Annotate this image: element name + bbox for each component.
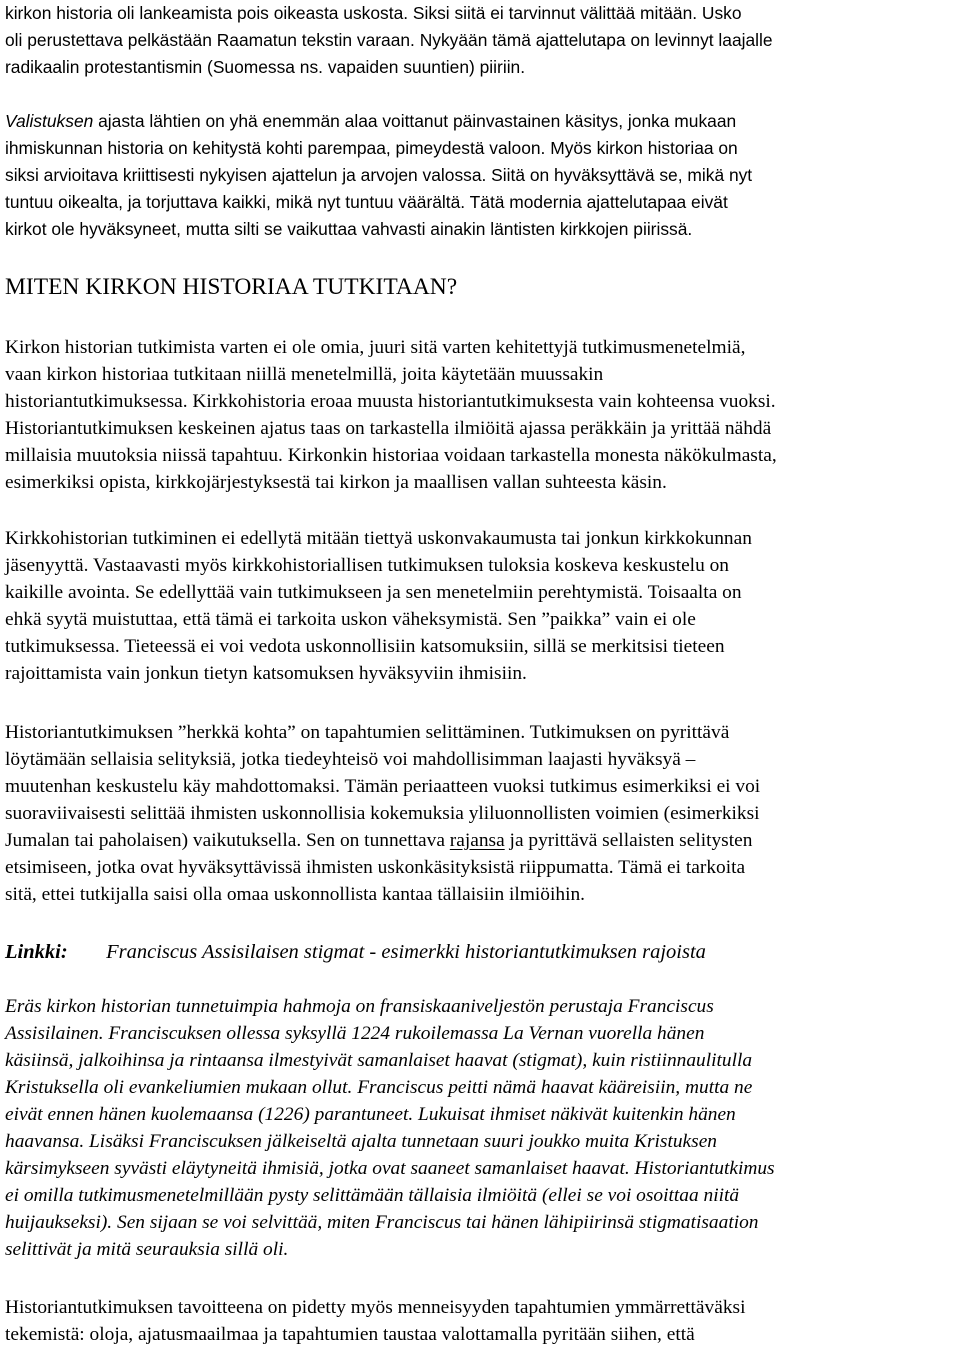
text-fragment: ja pyrittävä sellaisten selitysten — [504, 830, 753, 851]
text-line: eivät ennen hänen kuolemaansa (1226) parantuneet. Lukuisat ihmiset näkivät kuitenkin hänen — [5, 1104, 736, 1125]
text-line: kirkot ole hyväksyneet, mutta silti se vaikuttaa vahvasti ainakin läntisten kirkkojen piirissä. — [5, 219, 693, 239]
text-line: jäsenyyttä. Vastaavasti myös kirkkohistoriallisen tutkimuksen tuloksia koskeva keskustelu on — [5, 555, 730, 576]
text-line: Kirkon historian tutkimista varten ei ole omia, juuri sitä varten kehitettyjä tutkimusmenetelmiä, — [5, 337, 746, 358]
text-line — [5, 108, 960, 135]
text-line: löytämään sellaisia selityksiä, jotka tiedeyhteisö voi mahdollisimman laajasti hyväksyä – — [5, 749, 696, 770]
text-line: oli perustettava pelkästään Raamatun tekstin varaan. Nykyään tämä ajattelutapa on levinnyt laajalle — [5, 30, 773, 50]
text-line: huijaukseksi). Sen sijaan se voi selvittää, miten Franciscus tai hänen lähipiirinsä stigmatisaation — [5, 1212, 759, 1233]
text-line: ei omilla tutkimusmenetelmillään pysty selittämään tällaisia ilmiöitä (ellei se voi osoittaa niitä — [5, 1185, 740, 1206]
text-line: vaan kirkon historiaa tutkitaan niillä menetelmillä, joita käytetään muussakin — [5, 364, 604, 385]
text-line: tekemistä: oloja, ajatusmaailmaa ja tapahtumien taustaa valottamalla pyritään siihen, että — [5, 1324, 695, 1345]
text-line: ihmiskunnan historia on kehitystä kohti parempaa, pimeydestä valoon. Myös kirkon historiaa on — [5, 138, 738, 158]
text-line: sitä, ettei tutkijalla saisi olla omaa uskonnollista kantaa tällaisiin ilmiöihin. — [5, 884, 585, 905]
text-line — [5, 827, 960, 854]
paragraph-enlightenment — [5, 108, 960, 243]
text-line: Eräs kirkon historian tunnetuimpia hahmoja on fransiskaaniveljestön perustaja Franciscus — [5, 996, 714, 1017]
paragraph-franciscus-example — [5, 993, 960, 1263]
text-line: radikaalin protestantismin (Suomessa ns. vapaiden suuntien) piiriin. — [5, 57, 526, 77]
text-line: tuntuu oikealta, ja torjuttava kaikki, mikä nyt tuntuu väärältä. Tätä modernia ajattelutapaa eivät — [5, 192, 728, 212]
text-line: käsiinsä, jalkoihinsa ja rintaansa ilmestyivät samanlaiset haavat (stigmat), kuin ristiinnaulitulla — [5, 1050, 753, 1071]
text-line: Kirkkohistorian tutkiminen ei edellytä mitään tiettyä uskonvakaumusta tai jonkun kirkkokunnan — [5, 528, 752, 549]
text-line: ehkä syytä muistuttaa, että tämä ei tarkoita uskon väheksymistä. Sen ”paikka” vain ei ole — [5, 609, 696, 630]
link-row — [5, 938, 706, 966]
text-line: Assisilainen. Franciscuksen ollessa syksyllä 1224 rukoilemassa La Vernan vuorella hänen — [5, 1023, 705, 1044]
text-line: kaikille avointa. Se edellyttää vain tutkimukseen ja sen menetelmiin perehtymistä. Toisaalta on — [5, 582, 742, 603]
text-line: historiantutkimuksessa. Kirkkohistoria eroaa muusta historiantutkimuksesta vain kohteensa vuoksi. — [5, 391, 776, 412]
text-line: Historiantutkimuksen tavoitteena on pidetty myös menneisyyden tapahtumien ymmärrettäväksi — [5, 1297, 746, 1318]
stigmata-article-link[interactable]: Franciscus Assisilaisen stigmat - esimerkki historiantutkimuksen rajoista — [106, 941, 706, 963]
text-line: esimerkiksi opista, kirkkojärjestyksestä tai kirkon ja maallisen vallan suhteesta käsin. — [5, 472, 667, 493]
text-line: etsimiseen, jotka ovat hyväksyttävissä ihmisten uskonkäsityksistä riippumatta. Tämä ei tarkoita — [5, 857, 746, 878]
text-line: suoraviivaisesti selittää ihmisten uskonnollisia kokemuksia yliluonnollisten voimien (esimerkiksi — [5, 803, 760, 824]
text-line: siksi arvioitava kriittisesti nykyisen ajattelun ja arvojen valossa. Siitä on hyväksyttävä se, mikä nyt — [5, 165, 753, 185]
text-line: Historiantutkimuksen keskeinen ajatus taas on tarkastella ilmiöitä ajassa peräkkäin ja yrittää nähdä — [5, 418, 772, 439]
paragraph-explanation — [5, 719, 960, 908]
underlined-term: rajansa — [449, 830, 505, 851]
paragraph-neutrality — [5, 525, 960, 687]
text-line: rajoittamista vain jonkun tietyn katsomuksen hyväksyviin ihmisiin. — [5, 663, 527, 684]
paragraph-understanding — [5, 1294, 960, 1348]
text-line: millaisia muutoksia niissä tapahtuu. Kirkonkin historiaa voidaan tarkastella monesta näkökulmasta, — [5, 445, 777, 466]
text-line: Kristuksella oli evankeliumien mukaan ollut. Franciscus peitti nämä haavat kääreisiin, mutta ne — [5, 1077, 753, 1098]
section-heading: MITEN KIRKON HISTORIAA TUTKITAAN? — [5, 274, 458, 300]
text-line: muutenhan keskustelu käy mahdottomaksi. Tämän periaatteen vuoksi tutkimus esimerkiksi ei voi — [5, 776, 761, 797]
text-fragment: Jumalan tai paholaisen) vaikutuksella. Sen on tunnettava — [5, 830, 450, 851]
text-line: tutkimuksessa. Tieteessä ei voi vedota uskonnollisiin katsomuksiin, sillä se merkitsisi tieteen — [5, 636, 725, 657]
text-line: kärsimykseen syvästi eläytyneitä ihmisiä, jotka ovat saaneet samanlaiset haavat. Historiantutkimus — [5, 1158, 775, 1179]
emphasized-term: Valistuksen — [5, 111, 94, 131]
text-line: selittivät ja mitä seurauksia sillä oli. — [5, 1239, 289, 1260]
text-line: kirkon historia oli lankeamista pois oikeasta uskosta. Siksi siitä ei tarvinnut välittää mitään. Usko — [5, 3, 742, 23]
text-line: haavansa. Lisäksi Franciscuksen jälkeiseltä ajalta tunnetaan suuri joukko muita Kristuksen — [5, 1131, 717, 1152]
text-fragment: ajasta lähtien on yhä enemmän alaa voittanut päinvastainen käsitys, jonka mukaan — [93, 111, 737, 131]
paragraph-methods — [5, 334, 960, 496]
text-line: Historiantutkimuksen ”herkkä kohta” on tapahtumien selittäminen. Tutkimuksen on pyrittävä — [5, 722, 730, 743]
paragraph-intro-continuation — [5, 0, 960, 81]
link-label: Linkki: — [5, 941, 68, 963]
